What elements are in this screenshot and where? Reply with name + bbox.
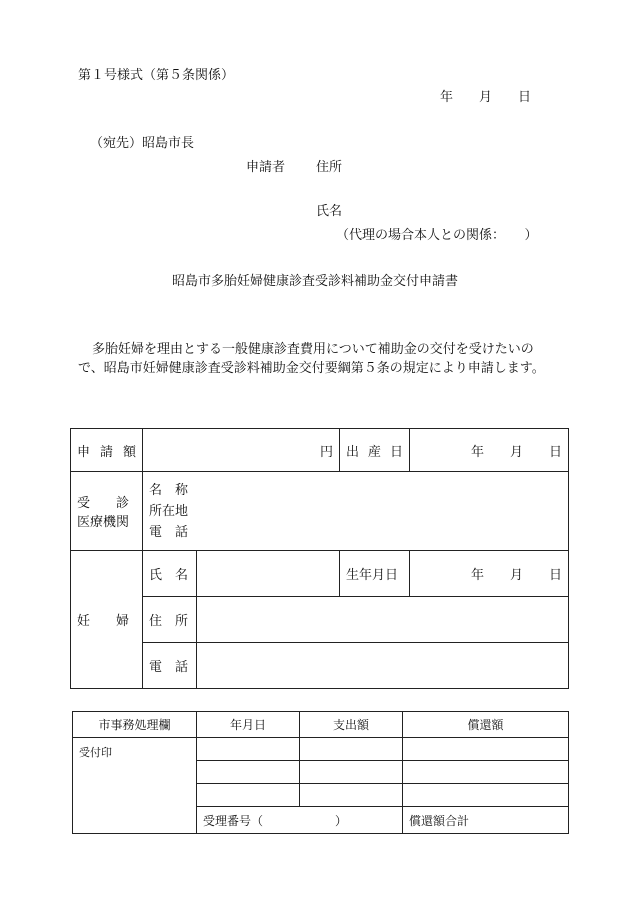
office-processing-table (72, 711, 569, 834)
clinic-name-label: 名 称 (149, 482, 189, 498)
date-column-header: 年月日 (197, 712, 300, 738)
clinic-label: 受 診 医療機関 (71, 472, 143, 551)
expense-column-header: 支出額 (300, 712, 403, 738)
pregnant-address-label: 住 所 (143, 597, 197, 643)
office-column-header: 市事務処理欄 (73, 712, 197, 738)
application-table (70, 428, 569, 689)
form-number: 第１号様式（第５条関係） (78, 68, 235, 83)
refund-column-header: 償還額 (403, 712, 569, 738)
office-expense-cell[interactable] (300, 738, 403, 761)
birth-date-label: 出 産 日 (340, 429, 410, 472)
applicant-name-label: 氏名 (316, 204, 343, 219)
office-refund-cell[interactable] (403, 784, 569, 807)
office-refund-cell[interactable] (403, 738, 569, 761)
office-date-cell[interactable] (197, 784, 300, 807)
applicant-label: 申請者 (246, 160, 286, 175)
dob-field[interactable]: 年 月 日 (410, 551, 569, 597)
clinic-location-label: 所在地 (149, 503, 189, 519)
received-stamp-area: 受付印 (73, 738, 197, 834)
office-expense-cell[interactable] (300, 761, 403, 784)
applicant-address-label: 住所 (316, 160, 343, 175)
pregnant-phone-label: 電 話 (143, 643, 197, 689)
refund-total-cell[interactable]: 償還額合計 (403, 807, 569, 834)
dob-label: 生年月日 (340, 551, 410, 597)
amount-field[interactable]: 円 (143, 429, 340, 472)
amount-label: 申 請 額 (71, 429, 143, 472)
application-statement: 多胎妊婦を理由とする一般健康診査費用について補助金の交付を受けたいので、昭島市妊婦健康診査受診料補助金交付要綱第５条の規定により申請します。 (78, 342, 545, 376)
pregnant-person-label: 妊 婦 (71, 551, 143, 689)
addressee: （宛先）昭島市長 (90, 136, 195, 151)
pregnant-phone-field[interactable] (197, 643, 569, 689)
office-expense-cell[interactable] (300, 784, 403, 807)
office-date-cell[interactable] (197, 761, 300, 784)
submission-date: 年 月 日 (440, 90, 532, 105)
document-title: 昭島市多胎妊婦健康診査受診料補助金交付申請書 (171, 274, 458, 289)
pregnant-name-field[interactable] (197, 551, 340, 597)
pregnant-name-label: 氏 名 (143, 551, 197, 597)
clinic-phone-label: 電 話 (149, 524, 189, 540)
receipt-number-cell[interactable]: 受理番号（ ） (197, 807, 403, 834)
proxy-relation-note: （代理の場合本人との関係： ） (336, 228, 538, 243)
clinic-info-field[interactable] (143, 472, 569, 551)
office-refund-cell[interactable] (403, 761, 569, 784)
office-date-cell[interactable] (197, 738, 300, 761)
birth-date-field[interactable]: 年 月 日 (410, 429, 569, 472)
pregnant-address-field[interactable] (197, 597, 569, 643)
